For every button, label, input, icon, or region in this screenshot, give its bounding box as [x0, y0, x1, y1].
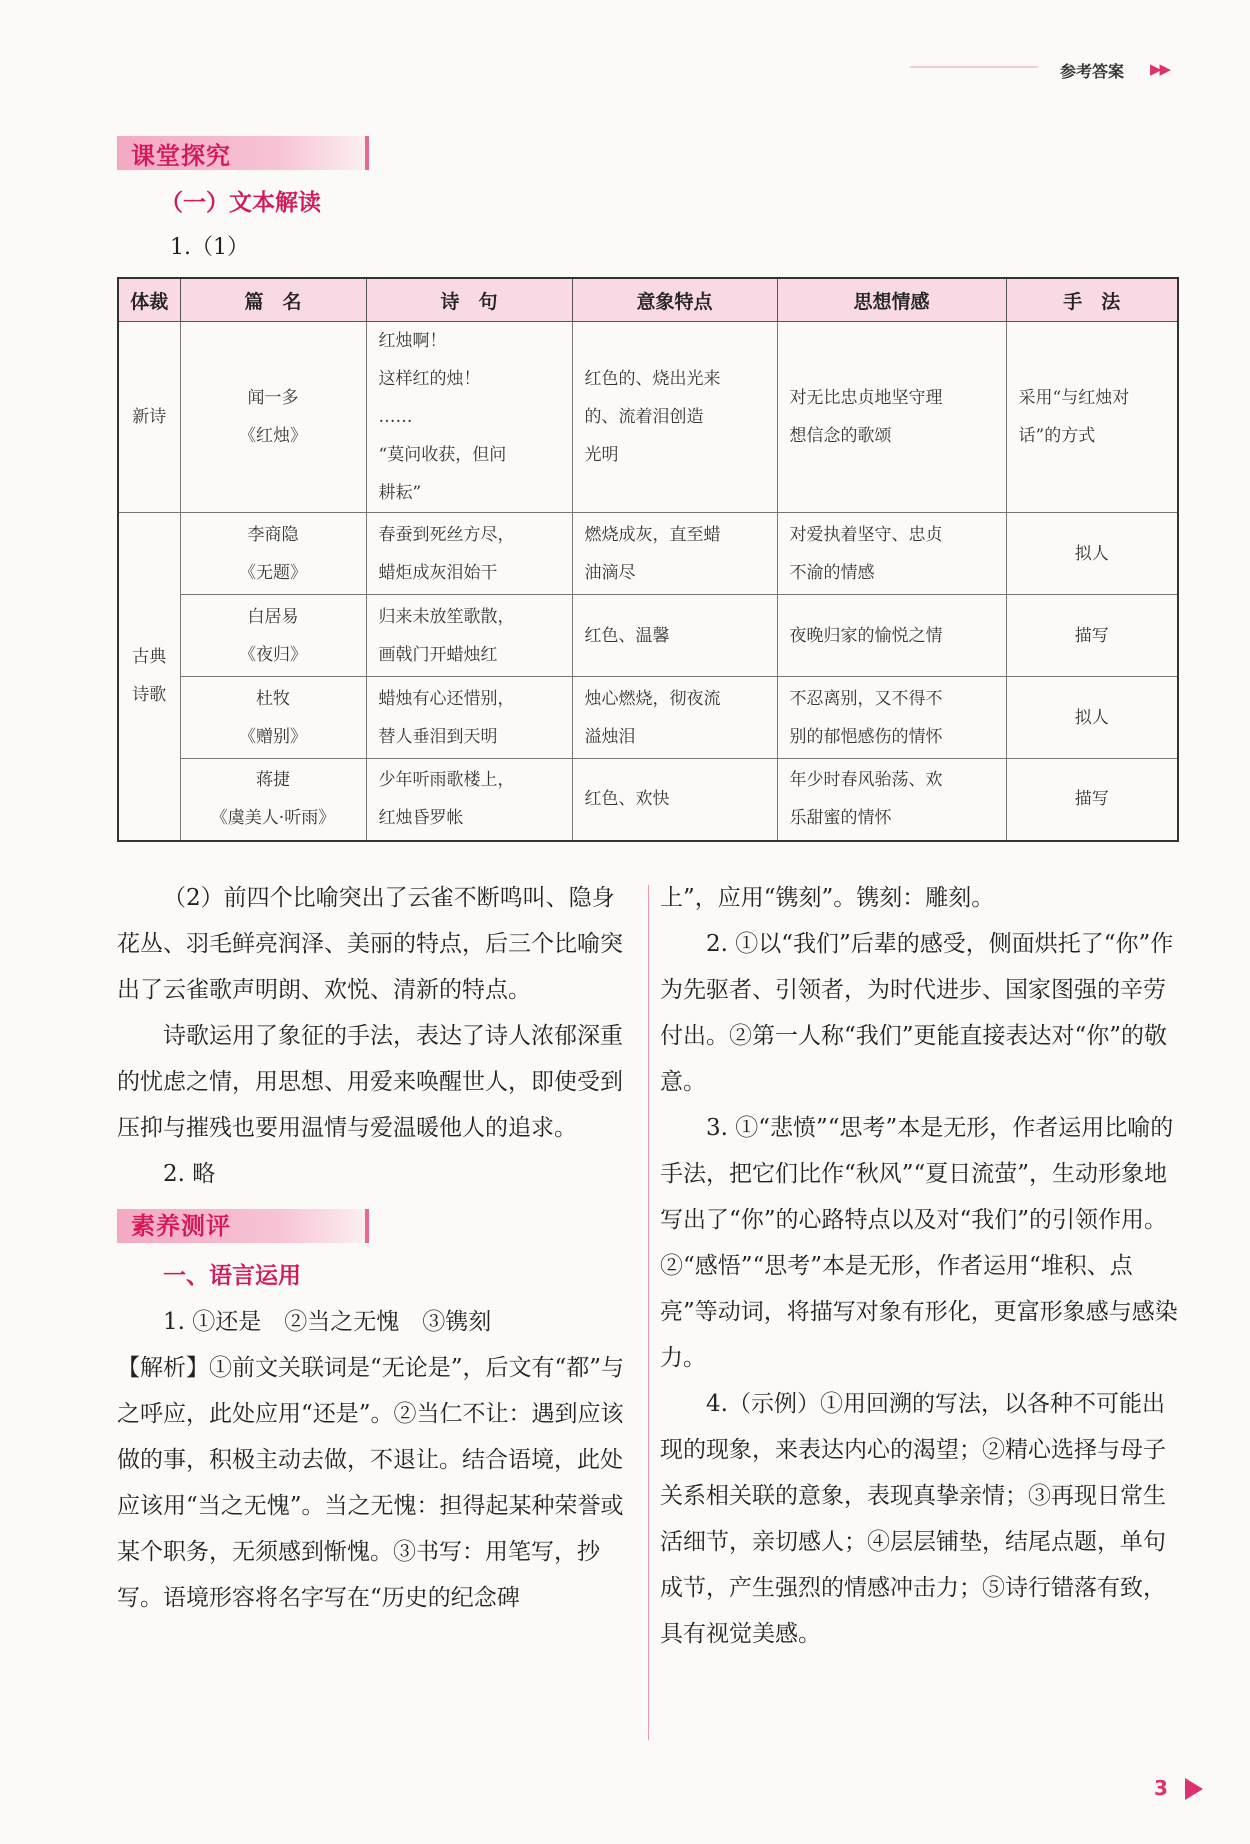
- title-cell: 闻一多 《红烛》: [180, 322, 366, 513]
- answer-paragraph: 2. 略: [163, 1161, 216, 1187]
- answer-paragraph: 4.（示例）①用回溯的写法，以各种不可能出现的现象，来表达内心的渴望；②精心选择与母子关系相关联的意象，表现真挚亲情；③再现日常生活细节，亲切感人；④层层铺垫，结尾点题，单句成节，产生强烈的情感冲击力；⑤诗行错落有致，具有视觉美感。: [660, 1391, 1166, 1647]
- section-title: 素养测评: [131, 1212, 231, 1240]
- verse-cell: 归来未放笙歌散， 画戟门开蜡烛红: [366, 595, 572, 677]
- verse-cell: 春蚕到死丝方尽， 蜡炬成灰泪始干: [366, 513, 572, 595]
- image-cell: 红色的、烧出光来 的、流着泪创造 光明: [572, 322, 777, 513]
- answer-paragraph: 诗歌运用了象征的手法，表达了诗人浓郁深重的忧虑之情，用思想、用爱来唤醒世人，即使受到压抑与摧残也要用温情与爱温暖他人的追求。: [117, 1023, 623, 1141]
- emotion-cell: 对爱执着坚守、忠贞 不渝的情感: [777, 513, 1006, 595]
- verse-cell: 少年听雨歌楼上， 红烛昏罗帐: [366, 759, 572, 841]
- right-column: [660, 875, 1180, 1657]
- emotion-cell: 不忍离别，又不得不 别的郁悒感伤的情怀: [777, 677, 1006, 759]
- section-banner-assessment: [117, 1209, 369, 1243]
- header-title: 篇 名: [180, 278, 366, 322]
- question-label: 1.（1）: [170, 235, 249, 260]
- table-row: [118, 595, 1178, 677]
- page-arrow-icon: [1185, 1778, 1203, 1800]
- genre-cell: 新诗: [118, 322, 180, 513]
- image-cell: 红色、欢快: [572, 759, 777, 841]
- header-verse: 诗 句: [366, 278, 572, 322]
- table-row: [118, 677, 1178, 759]
- title-cell: 蒋捷 《虞美人·听雨》: [180, 759, 366, 841]
- verse-cell: 蜡烛有心还惜别， 替人垂泪到天明: [366, 677, 572, 759]
- method-cell: 描写: [1006, 759, 1178, 841]
- analysis-paragraph: 【解析】①前文关联词是“无论是”，后文有“都”与之呼应，此处应用“还是”。②当仁不让：遇到应该做的事，积极主动去做，不退让。结合语境，此处应该用“当之无愧”。当之无愧：担得起某种荣誉或某个职务，无须感到惭愧。③书写：用笔写，抄写。语境形容将名字写在“历史的纪念碑: [117, 1355, 625, 1611]
- column-divider: [648, 885, 649, 1740]
- method-cell: 描写: [1006, 595, 1178, 677]
- image-cell: 燃烧成灰，直至蜡 油滴尽: [572, 513, 777, 595]
- title-cell: 白居易 《夜归》: [180, 595, 366, 677]
- verse-cell: 红烛啊！ 这样红的烛！ …… “莫问收获，但问 耕耘”: [366, 322, 572, 513]
- table-row: [118, 322, 1178, 513]
- header-arrows-icon: ▶▶: [1150, 60, 1170, 78]
- table-header-row: [118, 278, 1178, 322]
- table-row: [118, 513, 1178, 595]
- section-banner-classroom: [117, 136, 369, 170]
- answer-paragraph: 1. ①还是 ②当之无愧 ③镌刻: [163, 1309, 492, 1335]
- genre-cell: 古典 诗歌: [118, 513, 180, 841]
- subsection-text-reading: （一）文本解读: [160, 190, 321, 216]
- title-cell: 李商隐 《无题》: [180, 513, 366, 595]
- subsection-language: 一、语言运用: [163, 1263, 301, 1289]
- emotion-cell: 夜晚归家的愉悦之情: [777, 595, 1006, 677]
- emotion-cell: 对无比忠贞地坚守理 想信念的歌颂: [777, 322, 1006, 513]
- method-cell: 拟人: [1006, 677, 1178, 759]
- title-cell: 杜牧 《赠别》: [180, 677, 366, 759]
- answer-paragraph: 3. ①“悲愤”“思考”本是无形，作者运用比喻的手法，把它们比作“秋风”“夏日流萤”，生动形象地写出了“你”的心路特点以及对“我们”的引领作用。②“感悟”“思考”本是无形，作者运用“堆积、点亮”等动词，将描写对象有形化，更富形象感与感染力。: [660, 1115, 1178, 1371]
- header-title: 参考答案: [1060, 62, 1125, 81]
- emotion-cell: 年少时春风骀荡、欢 乐甜蜜的情怀: [777, 759, 1006, 841]
- method-cell: 采用“与红烛对 话”的方式: [1006, 322, 1178, 513]
- header-rule: [910, 66, 1038, 68]
- answer-paragraph: （2）前四个比喻突出了云雀不断鸣叫、隐身花丛、羽毛鲜亮润泽、美丽的特点，后三个比喻突出了云雀歌声明朗、欢悦、清新的特点。: [117, 885, 623, 1003]
- header-genre: 体裁: [118, 278, 180, 322]
- answer-paragraph: 2. ①以“我们”后辈的感受，侧面烘托了“你”作为先驱者、引领者，为时代进步、国家图强的辛劳付出。②第一人称“我们”更能直接表达对“你”的敬意。: [660, 931, 1174, 1095]
- answer-paragraph: 上”，应用“镌刻”。镌刻：雕刻。: [660, 885, 995, 911]
- header-emotion: 思想情感: [777, 278, 1006, 322]
- left-column: [117, 875, 637, 1621]
- page-number: 3: [1154, 1776, 1168, 1800]
- header-method: 手 法: [1006, 278, 1178, 322]
- image-cell: 红色、温馨: [572, 595, 777, 677]
- header-image: 意象特点: [572, 278, 777, 322]
- method-cell: 拟人: [1006, 513, 1178, 595]
- table-row: [118, 759, 1178, 841]
- section-title: 课堂探究: [131, 141, 231, 170]
- image-cell: 烛心燃烧，彻夜流 溢烛泪: [572, 677, 777, 759]
- poetry-table: [117, 277, 1179, 842]
